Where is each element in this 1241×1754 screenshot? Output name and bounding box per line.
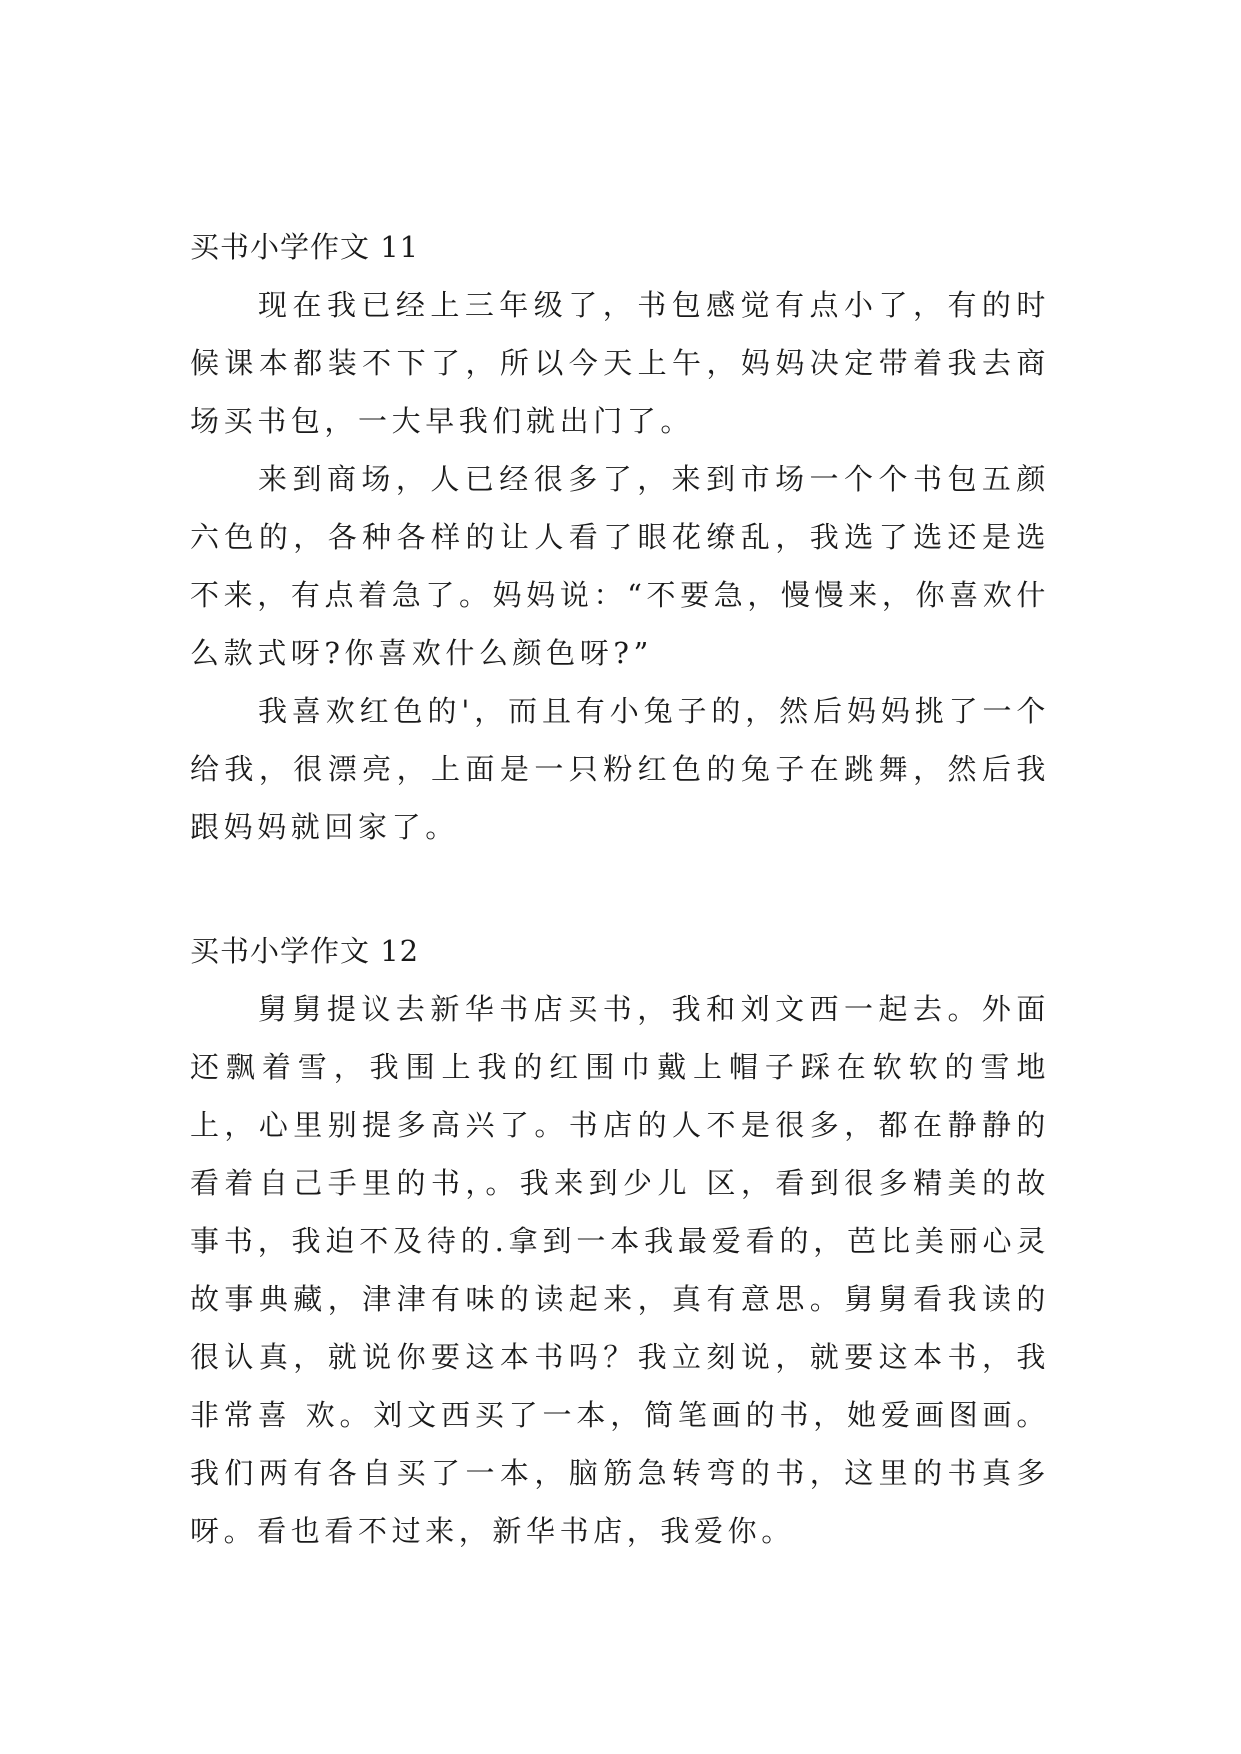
essay-title: 买书小学作文 12	[190, 934, 420, 968]
essay-11	[190, 218, 1050, 856]
paragraph: 我喜欢红色的'，而且有小兔子的，然后妈妈挑了一个给我，很漂亮，上面是一只粉红色的兔子在跳舞，然后我跟妈妈就回家了。	[190, 694, 1050, 844]
essay-12	[190, 922, 1050, 1560]
essay-title: 买书小学作文 11	[190, 230, 420, 264]
paragraph: 来到商场，人已经很多了，来到市场一个个书包五颜六色的，各种各样的让人看了眼花缭乱，我选了选还是选不来，有点着急了。妈妈说：“不要急，慢慢来，你喜欢什么款式呀?你喜欢什么颜色呀?”	[190, 462, 1050, 670]
paragraph: 舅舅提议去新华书店买书，我和刘文西一起去。外面还飘着雪，我围上我的红围巾戴上帽子踩在软软的雪地上，心里别提多高兴了。书店的人不是很多，都在静静的看着自己手里的书，。我来到少儿 区，看到很多精美的故事书，我迫不及待的.拿到一本我最爱看的，芭比美丽心灵故事典藏，津津有味的读起来，真有意思。舅舅看我读的很认真，就说你要这本书吗？我立刻说，就要这本书，我非常喜 欢。刘文西买了一本，简笔画的书，她爱画图画。我们两有各自买了一本，脑筋急转弯的书，这里的书真多呀。看也看不过来，新华书店，我爱你。	[190, 992, 1050, 1548]
paragraph: 现在我已经上三年级了，书包感觉有点小了，有的时候课本都装不下了，所以今天上午，妈妈决定带着我去商场买书包，一大早我们就出门了。	[190, 288, 1050, 438]
